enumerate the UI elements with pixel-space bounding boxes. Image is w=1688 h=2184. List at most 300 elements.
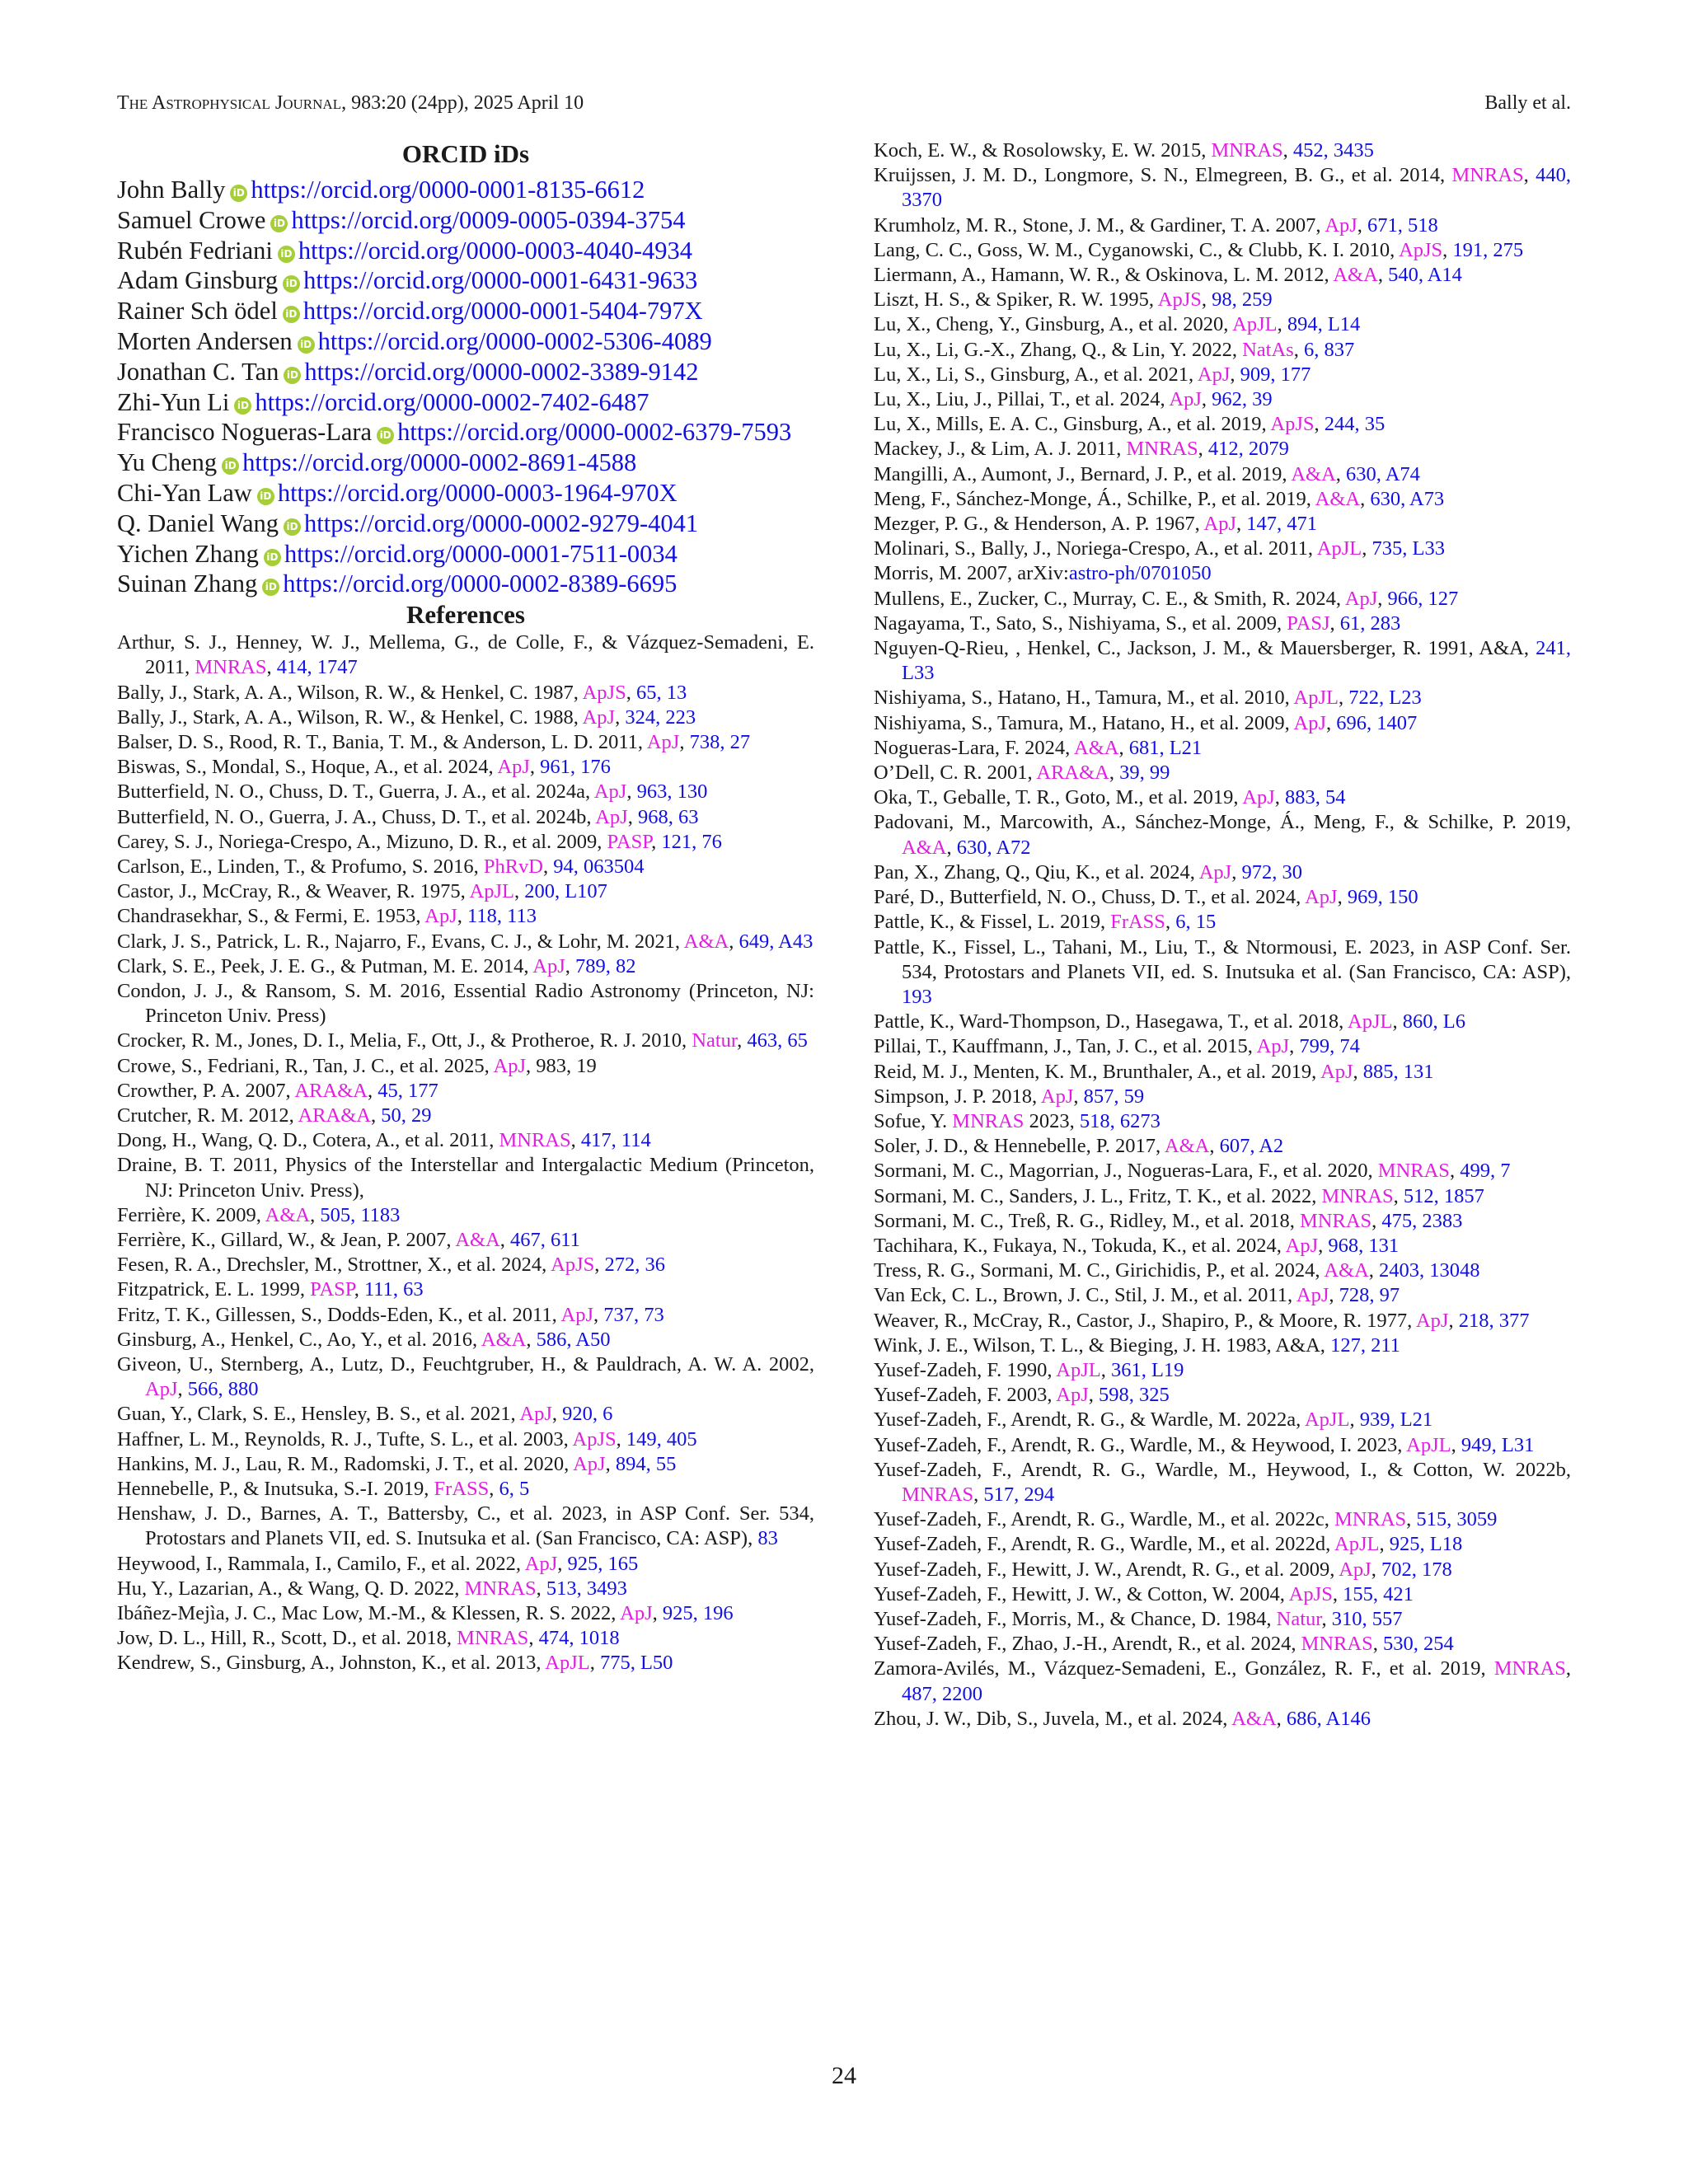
volume-link[interactable]: 686, A146	[1286, 1707, 1371, 1730]
reference-entry: Paré, D., Butterfield, N. O., Chuss, D. T., et al. 2024, ApJ, 969, 150	[874, 886, 1418, 909]
orcid-link[interactable]: https://orcid.org/0000-0002-7402-6487	[255, 387, 649, 416]
volume-link[interactable]: 412, 2079	[1207, 438, 1289, 461]
volume-link[interactable]: 728, 97	[1339, 1284, 1400, 1307]
reference-entry: Arthur, S. J., Henney, W. J., Mellema, G., de Colle, F., & Vázquez-Semadeni, E. 2011, MNRAS, 414, 1747	[117, 631, 814, 679]
orcid-author-name: Adam Ginsburg	[117, 266, 279, 295]
volume-link[interactable]: 6, 5	[499, 1478, 530, 1501]
journal-link[interactable]: ApJS	[551, 1254, 595, 1277]
reference-entry: Yusef-Zadeh, F. 1990, ApJL, 361, L19	[874, 1358, 1184, 1381]
reference-text: Koch, E. W., & Rosolowsky, E. W. 2015,	[874, 139, 1207, 162]
volume-link[interactable]: 925, 196	[662, 1602, 734, 1625]
reference-entry: Clark, S. E., Peek, J. E. G., & Putman, M. E. 2014, ApJ, 789, 82	[117, 954, 636, 977]
journal-link[interactable]: ApJ	[497, 756, 530, 779]
journal-link[interactable]: ApJL	[469, 880, 514, 903]
journal-link[interactable]: MNRAS	[464, 1577, 537, 1600]
journal-link[interactable]: MNRAS	[1321, 1184, 1394, 1207]
journal-link[interactable]: Natur	[692, 1029, 738, 1052]
journal-link[interactable]: ApJ	[1169, 388, 1202, 411]
reference-text: Haffner, L. M., Reynolds, R. J., Tufte, S. L., et al. 2003,	[117, 1427, 569, 1451]
journal-link[interactable]: MNRAS	[1300, 1209, 1372, 1232]
orcid-link[interactable]: https://orcid.org/0000-0001-8135-6612	[251, 176, 645, 204]
journal-link[interactable]: ApJ	[582, 705, 616, 729]
journal-link[interactable]: ARA&A	[294, 1079, 368, 1102]
journal-link[interactable]: ApJ	[1242, 786, 1275, 809]
journal-link[interactable]: MNRAS	[1126, 438, 1198, 461]
volume-link[interactable]: 505, 1183	[320, 1203, 401, 1226]
reference-text: Pan, X., Zhang, Q., Qiu, K., et al. 2024,	[874, 860, 1195, 883]
journal-link[interactable]: ApJ	[524, 1552, 558, 1575]
orcid-author-name: Rainer Sch ödel	[117, 297, 278, 326]
volume-link[interactable]: 324, 223	[625, 705, 696, 729]
journal-link[interactable]: ApJL	[1232, 313, 1278, 336]
reference-text: Hankins, M. J., Lau, R. M., Radomski, J. T., et al. 2020,	[117, 1452, 570, 1475]
left-column	[117, 138, 814, 1676]
volume-link[interactable]: 474, 1018	[538, 1627, 620, 1650]
journal-link[interactable]: A&A	[1324, 1259, 1369, 1282]
reference-text: Biswas, S., Mondal, S., Hoque, A., et al. 2024,	[117, 756, 494, 779]
orcid-entry	[117, 175, 814, 205]
journal-link[interactable]: MNRAS	[1211, 139, 1283, 162]
volume-link[interactable]: 518, 6273	[1079, 1109, 1160, 1132]
journal-link[interactable]: NatAs	[1242, 338, 1294, 361]
journal-link[interactable]: MNRAS	[499, 1129, 571, 1152]
journal-link[interactable]: ApJL	[1348, 1010, 1393, 1033]
reference-entry: Nagayama, T., Sato, S., Nishiyama, S., et al. 2009, PASJ, 61, 283	[874, 612, 1401, 635]
reference-text: Sormani, M. C., Treß, R. G., Ridley, M., et al. 2018,	[874, 1209, 1295, 1232]
reference-entry: Yusef-Zadeh, F., Arendt, R. G., Wardle, M., Heywood, I., & Cotton, W. 2022b, MNRAS, 517, 294	[874, 1458, 1571, 1506]
volume-link[interactable]: 272, 36	[604, 1254, 665, 1277]
volume-link[interactable]: 530, 254	[1382, 1633, 1454, 1656]
reference-text: Simpson, J. P. 2018,	[874, 1085, 1038, 1108]
reference-text: Weaver, R., McCray, R., Castor, J., Shapiro, P., & Moore, R. 1977,	[874, 1309, 1413, 1332]
orcid-author-name: Zhi-Yun Li	[117, 387, 230, 416]
reference-text: Castor, J., McCray, R., & Weaver, R. 1975,	[117, 880, 466, 903]
reference-entry: Pattle, K., Ward-Thompson, D., Hasegawa, T., et al. 2018, ApJL, 860, L6	[874, 1010, 1465, 1033]
volume-link[interactable]: 94, 063504	[553, 855, 645, 878]
volume-link[interactable]: 193	[902, 985, 932, 1008]
reference-text: Zhou, J. W., Dib, S., Juvela, M., et al. 2024,	[874, 1707, 1228, 1730]
journal-link[interactable]: ApJS	[1157, 288, 1202, 312]
journal-link[interactable]: ApJS	[582, 681, 626, 704]
journal-link[interactable]: ApJ	[560, 1303, 593, 1326]
journal-link[interactable]: ApJL	[1316, 537, 1362, 560]
volume-link[interactable]: 98, 259	[1212, 288, 1273, 312]
journal-link[interactable]: ApJ	[1197, 363, 1231, 386]
volume-link[interactable]: 463, 65	[747, 1029, 808, 1052]
journal-link[interactable]: ApJ	[1203, 513, 1237, 536]
volume-link[interactable]: 598, 325	[1098, 1384, 1170, 1407]
reference-text: Reid, M. J., Menten, K. M., Brunthaler, A., et al. 2019,	[874, 1060, 1317, 1083]
journal-link[interactable]: ApJ	[424, 905, 457, 928]
journal-link[interactable]: ApJ	[1285, 1234, 1319, 1257]
arxiv-link[interactable]: astro-ph/0701050	[1068, 562, 1212, 585]
reference-text: Kendrew, S., Ginsburg, A., Johnston, K., et al. 2013,	[117, 1652, 542, 1675]
journal-link[interactable]: FrASS	[434, 1478, 490, 1501]
reference-text: Ferrière, K., Gillard, W., & Jean, P. 2007,	[117, 1229, 452, 1252]
reference-entry	[874, 935, 1571, 1010]
journal-link[interactable]: A&A	[455, 1229, 500, 1252]
journal-link[interactable]: ApJ	[573, 1452, 606, 1475]
volume-link[interactable]: 65, 13	[635, 681, 687, 704]
volume-link[interactable]: 361, L19	[1110, 1358, 1184, 1381]
volume-link[interactable]: 972, 30	[1241, 860, 1302, 883]
volume-link[interactable]: 799, 74	[1299, 1035, 1360, 1058]
orcid-icon: iD	[298, 336, 315, 354]
reference-text: Zamora-Avilés, M., Vázquez-Semadeni, E., González, R. F., et al. 2019,	[874, 1657, 1486, 1680]
journal-link[interactable]: MNRAS	[1377, 1160, 1450, 1183]
journal-link[interactable]: MNRAS	[1334, 1508, 1407, 1531]
journal-link[interactable]: ApJ	[593, 780, 627, 804]
journal-link[interactable]: A&A	[1333, 264, 1378, 287]
reference-entry: Giveon, U., Sternberg, A., Lutz, D., Feuchtgruber, H., & Pauldrach, A. W. A. 2002, ApJ, 566, 880	[117, 1353, 814, 1401]
reference-text: Pattle, K., & Fissel, L. 2019,	[874, 911, 1106, 934]
reference-entry: Yusef-Zadeh, F., Morris, M., & Chance, D. 1984, Natur, 310, 557	[874, 1607, 1403, 1630]
reference-text: Giveon, U., Sternberg, A., Lutz, D., Feuchtgruber, H., & Pauldrach, A. W. A. 2002,	[117, 1353, 814, 1376]
journal-link[interactable]: ApJL	[1334, 1533, 1380, 1556]
volume-link[interactable]: 586, A50	[536, 1328, 611, 1351]
reference-text: Crowe, S., Fedriani, R., Tan, J. C., et al. 2025,	[117, 1054, 490, 1077]
orcid-entry	[117, 205, 814, 236]
volume-link[interactable]: 920, 6	[562, 1403, 613, 1426]
volume-link[interactable]: 696, 1407	[1336, 711, 1418, 734]
journal-link[interactable]: A&A	[902, 836, 947, 859]
reference-text: Mackey, J., & Lim, A. J. 2011,	[874, 438, 1122, 461]
reference-text: Condon, J. J., & Ransom, S. M. 2016, Essential Radio Astronomy (Princeton, NJ: Princeton Univ. Press)	[117, 980, 814, 1028]
reference-entry	[117, 1502, 814, 1551]
volume-link[interactable]: 939, L21	[1359, 1408, 1433, 1432]
journal-link[interactable]: ApJL	[545, 1652, 590, 1675]
journal-link[interactable]: MNRAS	[1451, 164, 1524, 187]
volume-link[interactable]: 857, 59	[1083, 1085, 1145, 1108]
journal-link[interactable]: ApJS	[1288, 1582, 1333, 1605]
volume-link[interactable]: 467, 611	[510, 1229, 580, 1252]
journal-link[interactable]: A&A	[265, 1203, 311, 1226]
reference-text: Fesen, R. A., Drechsler, M., Strottner, X., et al. 2024,	[117, 1254, 547, 1277]
orcid-list	[117, 175, 814, 599]
volume-link[interactable]: 722, L23	[1348, 687, 1422, 710]
volume-link[interactable]: 414, 1747	[276, 656, 358, 679]
volume-link[interactable]: 111, 63	[363, 1278, 424, 1301]
reference-text: Yusef-Zadeh, F., Arendt, R. G., & Wardle, M. 2022a,	[874, 1408, 1301, 1432]
volume-link[interactable]: 737, 73	[603, 1303, 664, 1326]
journal-link[interactable]: ApJ	[1256, 1035, 1290, 1058]
reference-entry: Ferrière, K. 2009, A&A, 505, 1183	[117, 1203, 401, 1226]
reference-text: Carlson, E., Linden, T., & Profumo, S. 2016,	[117, 855, 479, 878]
volume-link[interactable]: 789, 82	[575, 954, 636, 977]
reference-text: Nishiyama, S., Tamura, M., Hatano, H., et al. 2009,	[874, 711, 1290, 734]
journal-link[interactable]: ApJ	[145, 1378, 178, 1401]
volume-link[interactable]: 61, 283	[1339, 612, 1401, 635]
volume-link[interactable]: 883, 54	[1285, 786, 1346, 809]
reference-entry: Jow, D. L., Hill, R., Scott, D., et al. 2018, MNRAS, 474, 1018	[117, 1627, 620, 1650]
orcid-entry	[117, 357, 814, 387]
orcid-icon: iD	[284, 367, 301, 384]
volume-link[interactable]: 512, 1857	[1403, 1184, 1484, 1207]
orcid-link[interactable]: https://orcid.org/0000-0003-4040-4934	[298, 236, 692, 265]
volume-link[interactable]: 894, 55	[615, 1452, 677, 1475]
reference-entry: Sormani, M. C., Sanders, J. L., Fritz, T. K., et al. 2022, MNRAS, 512, 1857	[874, 1184, 1484, 1207]
orcid-author-name: Q. Daniel Wang	[117, 509, 279, 537]
volume-link[interactable]: 969, 150	[1347, 886, 1418, 909]
volume-link[interactable]: 513, 3493	[546, 1577, 627, 1600]
journal-link[interactable]: ApJ	[1056, 1384, 1089, 1407]
volume-link[interactable]: 155, 421	[1343, 1582, 1414, 1605]
volume-link[interactable]: 909, 177	[1240, 363, 1311, 386]
journal-link[interactable]: MNRAS	[195, 656, 267, 679]
page-number: 24	[832, 2062, 856, 2089]
reference-entry: Lu, X., Li, G.-X., Zhang, Q., & Lin, Y. 2022, NatAs, 6, 837	[874, 338, 1355, 361]
reference-text: Pillai, T., Kauffmann, J., Tan, J. C., et al. 2015,	[874, 1035, 1253, 1058]
journal-link[interactable]: ApJ	[1339, 1558, 1372, 1581]
reference-text: Clark, J. S., Patrick, L. R., Najarro, F., Evans, C. J., & Lohr, M. 2021,	[117, 930, 681, 953]
volume-link[interactable]: 968, 131	[1328, 1234, 1400, 1257]
volume-link[interactable]: 566, 880	[187, 1378, 259, 1401]
journal-link[interactable]: ApJ	[1305, 886, 1338, 909]
references-list-right	[874, 138, 1571, 1732]
reference-text: Lu, X., Li, G.-X., Zhang, Q., & Lin, Y. 2022,	[874, 338, 1237, 361]
journal-link[interactable]: MNRAS	[1301, 1633, 1373, 1656]
volume-link[interactable]: 452, 3435	[1292, 139, 1374, 162]
journal-link[interactable]: ApJ	[1296, 1284, 1329, 1307]
journal-link[interactable]: ApJ	[1293, 711, 1327, 734]
volume-link[interactable]: 885, 131	[1362, 1060, 1434, 1083]
orcid-icon: iD	[234, 397, 251, 415]
reference-text: Bally, J., Stark, A. A., Wilson, R. W., & Henkel, C. 1988,	[117, 705, 579, 729]
volume-link[interactable]: 630, A74	[1346, 462, 1420, 485]
journal-link[interactable]: ApJS	[1399, 238, 1443, 261]
journal-link[interactable]: ApJL	[1056, 1358, 1101, 1381]
orcid-link[interactable]: https://orcid.org/0000-0002-6379-7593	[397, 418, 792, 447]
journal-link[interactable]: A&A	[1291, 462, 1336, 485]
journal-link[interactable]: A&A	[1231, 1707, 1277, 1730]
orcid-link[interactable]: https://orcid.org/0000-0001-6431-9633	[303, 266, 698, 295]
journal-link[interactable]: ApJ	[1320, 1060, 1353, 1083]
volume-link[interactable]: 702, 178	[1381, 1558, 1452, 1581]
journal-link[interactable]: ApJS	[572, 1427, 617, 1451]
orcid-icon: iD	[257, 488, 274, 505]
journal-link[interactable]: MNRAS	[457, 1627, 529, 1650]
volume-link[interactable]: 487, 2200	[902, 1682, 982, 1705]
journal-link[interactable]: ApJ	[1040, 1085, 1074, 1108]
journal-link[interactable]: A&A	[481, 1328, 527, 1351]
reference-entry: Ibáñez-Mejìa, J. C., Mac Low, M.-M., & Klessen, R. S. 2022, ApJ, 925, 196	[117, 1602, 734, 1625]
reference-entry: Mackey, J., & Lim, A. J. 2011, MNRAS, 412, 2079	[874, 438, 1289, 461]
journal-link[interactable]: PASP	[310, 1278, 354, 1301]
volume-link[interactable]: 860, L6	[1402, 1010, 1465, 1033]
reference-entry: Guan, Y., Clark, S. E., Hensley, B. S., et al. 2021, ApJ, 920, 6	[117, 1403, 613, 1426]
journal-link[interactable]: A&A	[1315, 487, 1361, 510]
journal-link[interactable]: PASJ	[1287, 612, 1330, 635]
volume-link[interactable]: 218, 377	[1458, 1309, 1530, 1332]
volume-link[interactable]: 149, 405	[626, 1427, 697, 1451]
journal-link[interactable]: PhRvD	[483, 855, 544, 878]
reference-entry: Molinari, S., Bally, J., Noriega-Crespo, A., et al. 2011, ApJL, 735, L33	[874, 537, 1445, 560]
reference-entry: Fitzpatrick, E. L. 1999, PASP, 111, 63	[117, 1278, 424, 1301]
reference-text: Nishiyama, S., Hatano, H., Tamura, M., et al. 2010,	[874, 687, 1290, 710]
volume-link[interactable]: 540, A14	[1388, 264, 1462, 287]
journal-link[interactable]: FrASS	[1110, 911, 1165, 934]
reference-entry: Mullens, E., Zucker, C., Murray, C. E., & Smith, R. 2024, ApJ, 966, 127	[874, 587, 1459, 610]
journal-link[interactable]: ApJ	[532, 954, 565, 977]
journal-link[interactable]: ApJ	[519, 1403, 552, 1426]
orcid-link[interactable]: https://orcid.org/0000-0002-9279-4041	[304, 509, 699, 537]
reference-year: 2023,	[1024, 1109, 1080, 1132]
journal-link[interactable]: Natur	[1276, 1607, 1322, 1630]
volume-link[interactable]: 244, 35	[1324, 413, 1386, 436]
volume-link[interactable]: 630, A73	[1370, 487, 1445, 510]
journal-link[interactable]: ApJL	[1293, 687, 1339, 710]
volume-link[interactable]: 191, 275	[1452, 238, 1524, 261]
reference-entry: Fritz, T. K., Gillessen, S., Dodds-Eden, K., et al. 2011, ApJ, 737, 73	[117, 1303, 664, 1326]
reference-entry: Butterfield, N. O., Guerra, J. A., Chuss, D. T., et al. 2024b, ApJ, 968, 63	[117, 805, 699, 828]
journal-link[interactable]: ApJ	[1344, 587, 1378, 610]
reference-entry: Dong, H., Wang, Q. D., Cotera, A., et al. 2011, MNRAS, 417, 114	[117, 1129, 651, 1152]
orcid-author-name: Morten Andersen	[117, 326, 293, 355]
reference-text: Mangilli, A., Aumont, J., Bernard, J. P., et al. 2019,	[874, 462, 1287, 485]
reference-entry: Yusef-Zadeh, F., Arendt, R. G., & Wardle, M. 2022a, ApJL, 939, L21	[874, 1408, 1433, 1432]
volume-link[interactable]: 671, 518	[1367, 213, 1438, 237]
volume-link[interactable]: 6, 837	[1303, 338, 1355, 361]
volume-link[interactable]: 968, 63	[637, 805, 699, 828]
orcid-link[interactable]: https://orcid.org/0000-0001-7511-0034	[284, 539, 678, 568]
volume-link[interactable]: 515, 3059	[1416, 1508, 1498, 1531]
journal-link[interactable]: ApJS	[1270, 413, 1315, 436]
reference-text: Lu, X., Liu, J., Pillai, T., et al. 2024,	[874, 388, 1165, 411]
orcid-link[interactable]: https://orcid.org/0000-0001-5404-797X	[302, 297, 703, 326]
journal-link[interactable]: A&A	[1074, 736, 1119, 759]
journal-link[interactable]: ApJL	[1406, 1433, 1451, 1456]
reference-entry: Simpson, J. P. 2018, ApJ, 857, 59	[874, 1085, 1145, 1108]
volume-link[interactable]: 147, 471	[1246, 513, 1318, 536]
volume-link[interactable]: 681, L21	[1128, 736, 1203, 759]
journal-link[interactable]: ApJ	[595, 805, 628, 828]
volume-link[interactable]: 475, 2383	[1381, 1209, 1463, 1232]
volume-link[interactable]: 118, 113	[467, 905, 537, 928]
journal-link[interactable]: ApJL	[1304, 1408, 1350, 1432]
journal-link[interactable]: ApJ	[1198, 860, 1232, 883]
volume-link[interactable]: 121, 76	[661, 830, 722, 853]
volume-link[interactable]: 961, 176	[540, 756, 611, 779]
reference-entry: Biswas, S., Mondal, S., Hoque, A., et al. 2024, ApJ, 961, 176	[117, 756, 611, 779]
reference-text: Crutcher, R. M. 2012,	[117, 1104, 294, 1127]
journal-link[interactable]: A&A	[1164, 1135, 1210, 1158]
volume-link[interactable]: 925, 165	[567, 1552, 639, 1575]
journal-link[interactable]: PASP	[607, 830, 652, 853]
volume-link[interactable]: 966, 127	[1387, 587, 1459, 610]
journal-link[interactable]: ApJ	[1415, 1309, 1449, 1332]
reference-entry: Sormani, M. C., Magorrian, J., Nogueras-Lara, F., et al. 2020, MNRAS, 499, 7	[874, 1160, 1511, 1183]
reference-text: Hennebelle, P., & Inutsuka, S.-I. 2019,	[117, 1478, 429, 1501]
reference-text: Nagayama, T., Sato, S., Nishiyama, S., et al. 2009,	[874, 612, 1282, 635]
volume-link[interactable]: 607, A2	[1219, 1135, 1284, 1158]
volume-link[interactable]: 738, 27	[689, 730, 751, 753]
volume-link[interactable]: 6, 15	[1175, 911, 1217, 934]
volume-link[interactable]: 499, 7	[1460, 1160, 1511, 1183]
volume-link[interactable]: 241, L33	[902, 637, 1572, 685]
reference-entry: Lu, X., Cheng, Y., Ginsburg, A., et al. 2020, ApJL, 894, L14	[874, 313, 1361, 336]
journal-link[interactable]: MNRAS	[902, 1483, 974, 1506]
volume-link[interactable]: 775, L50	[599, 1652, 673, 1675]
volume-link[interactable]: 45, 177	[377, 1079, 438, 1102]
reference-entry	[117, 1054, 814, 1079]
volume-link[interactable]: 310, 557	[1331, 1607, 1403, 1630]
journal-link[interactable]: ApJ	[493, 1054, 526, 1077]
volume-link[interactable]: 894, L14	[1287, 313, 1361, 336]
orcid-heading: ORCID iDs	[401, 139, 530, 168]
journal-link[interactable]: ARA&A	[298, 1104, 371, 1127]
volume-link[interactable]: 925, L18	[1389, 1533, 1463, 1556]
orcid-link[interactable]: https://orcid.org/0000-0002-3389-9142	[304, 357, 699, 386]
reference-entry: Carey, S. J., Noriega-Crespo, A., Mizuno, D. R., et al. 2009, PASP, 121, 76	[117, 830, 722, 853]
journal-link[interactable]: ApJ	[620, 1602, 653, 1625]
journal-link[interactable]: ARA&A	[1036, 762, 1109, 785]
reference-entry: Yusef-Zadeh, F., Hewitt, J. W., Arendt, R. G., et al. 2009, ApJ, 702, 178	[874, 1558, 1452, 1581]
reference-text: Carey, S. J., Noriega-Crespo, A., Mizuno, D. R., et al. 2009,	[117, 830, 603, 853]
orcid-link[interactable]: https://orcid.org/0000-0002-8691-4588	[242, 448, 637, 477]
reference-text: Soler, J. D., & Hennebelle, P. 2017,	[874, 1135, 1161, 1158]
orcid-link[interactable]: https://orcid.org/0009-0005-0394-3754	[291, 205, 686, 234]
orcid-link[interactable]: https://orcid.org/0000-0003-1964-970X	[277, 478, 678, 507]
orcid-icon: iD	[284, 518, 301, 536]
volume-link[interactable]: 962, 39	[1212, 388, 1273, 411]
reference-entry: Mangilli, A., Aumont, J., Bernard, J. P., et al. 2019, A&A, 630, A74	[874, 462, 1420, 485]
volume-link[interactable]: 517, 294	[983, 1483, 1055, 1506]
reference-text: Yusef-Zadeh, F. 1990,	[874, 1358, 1053, 1381]
volume-link[interactable]: 127, 211	[1330, 1333, 1400, 1357]
journal-link[interactable]: A&A	[683, 930, 729, 953]
reference-text: Lang, C. C., Goss, W. M., Cyganowski, C., & Clubb, K. I. 2010,	[874, 238, 1395, 261]
running-authors: Bally et al.	[1484, 92, 1571, 114]
reference-text: Tress, R. G., Sormani, M. C., Girichidis, P., et al. 2024,	[874, 1259, 1320, 1282]
volume-link[interactable]: 50, 29	[381, 1104, 432, 1127]
volume-link[interactable]: 83	[757, 1527, 778, 1550]
orcid-link[interactable]: https://orcid.org/0000-0002-5306-4089	[317, 326, 712, 355]
journal-link[interactable]: MNRAS	[952, 1109, 1025, 1132]
reference-text: Jow, D. L., Hill, R., Scott, D., et al. 2018,	[117, 1627, 452, 1650]
reference-entry: Lang, C. C., Goss, W. M., Cyganowski, C., & Clubb, K. I. 2010, ApJS, 191, 275	[874, 238, 1524, 261]
reference-text: Henshaw, J. D., Barnes, A. T., Battersby, C., et al. 2023, in ASP Conf. Ser. 534, Protostars and Planets VII, ed. S. Inutsuka et al. (San Francisco, CA: ASP),	[117, 1502, 814, 1550]
volume-link[interactable]: 735, L33	[1372, 537, 1445, 560]
reference-entry: Castor, J., McCray, R., & Weaver, R. 1975, ApJL, 200, L107	[117, 880, 607, 903]
journal-link[interactable]: ApJ	[646, 730, 680, 753]
reference-entry: Haffner, L. M., Reynolds, R. J., Tufte, S. L., et al. 2003, ApJS, 149, 405	[117, 1427, 697, 1451]
journal-link[interactable]: MNRAS	[1493, 1657, 1566, 1680]
reference-text: Yusef-Zadeh, F., Arendt, R. G., Wardle, M., et al. 2022c,	[874, 1508, 1329, 1531]
reference-text: Yusef-Zadeh, F., Arendt, R. G., Wardle, M., et al. 2022d,	[874, 1533, 1331, 1556]
volume-link[interactable]: 963, 130	[636, 780, 708, 804]
orcid-link[interactable]: https://orcid.org/0000-0002-8389-6695	[283, 569, 678, 598]
volume-link[interactable]: 630, A72	[956, 836, 1031, 859]
reference-entry: Kendrew, S., Ginsburg, A., Johnston, K., et al. 2013, ApJL, 775, L50	[117, 1652, 673, 1675]
volume-link[interactable]: 440, 3370	[902, 164, 1572, 212]
orcid-entry	[117, 509, 814, 539]
volume-link[interactable]: 949, L31	[1461, 1433, 1535, 1456]
reference-entry: Pan, X., Zhang, Q., Qiu, K., et al. 2024, ApJ, 972, 30	[874, 860, 1302, 883]
journal-citation	[117, 92, 584, 115]
reference-text: Crowther, P. A. 2007,	[117, 1079, 291, 1102]
reference-entry: Pillai, T., Kauffmann, J., Tan, J. C., et al. 2015, ApJ, 799, 74	[874, 1035, 1360, 1058]
volume-link[interactable]: 200, L107	[524, 880, 607, 903]
volume-link[interactable]: 649, A43	[738, 930, 814, 953]
volume-link[interactable]: 39, 99	[1119, 762, 1170, 785]
volume-link[interactable]: 2403, 13048	[1379, 1259, 1480, 1282]
journal-link[interactable]: ApJ	[1325, 213, 1357, 237]
reference-entry: Zhou, J. W., Dib, S., Juvela, M., et al. 2024, A&A, 686, A146	[874, 1707, 1371, 1730]
reference-entry: O’Dell, C. R. 2001, ARA&A, 39, 99	[874, 762, 1170, 785]
volume-link[interactable]: 417, 114	[580, 1129, 651, 1152]
reference-entry: Ginsburg, A., Henkel, C., Ao, Y., et al. 2016, A&A, 586, A50	[117, 1328, 611, 1351]
reference-text: Lu, X., Cheng, Y., Ginsburg, A., et al. 2020,	[874, 313, 1229, 336]
